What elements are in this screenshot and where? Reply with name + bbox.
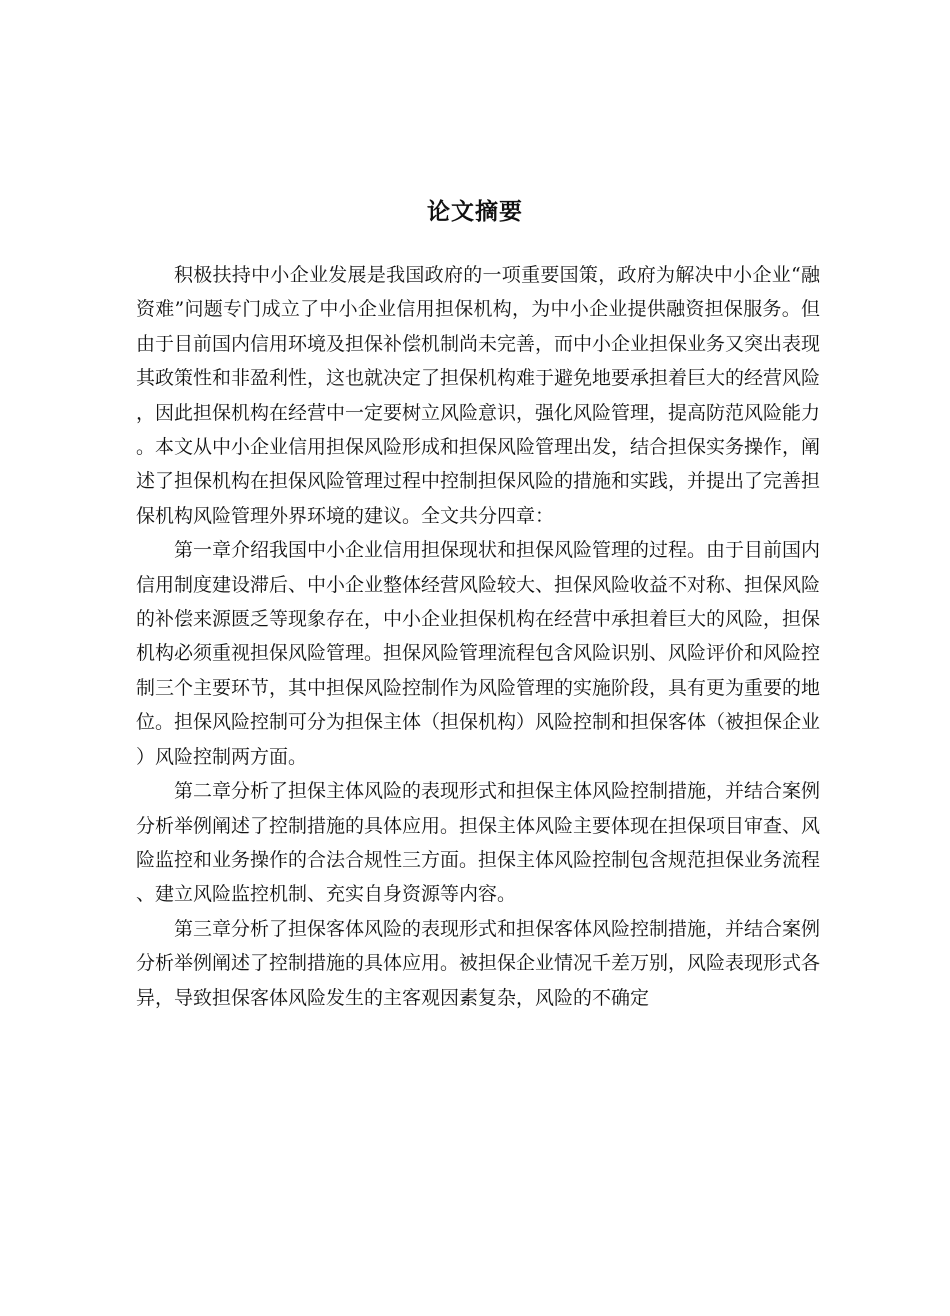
page-title: 论文摘要 [427,199,523,225]
paragraph-chapter-1: 第一章介绍我国中小企业信用担保现状和担保风险管理的过程。由于目前国内信用制度建设滞后、中小企业整体经营风险较大、担保风险收益不对称、担保风险的补偿来源匮乏等现象存在，中小企业担保机构在经营中承担着巨大的风险，担保机构必须重视担保风险管理。担保风险管理流程包含风险识别、风险评价和风险控制三个主要环节，其中担保风险控制作为风险管理的实施阶段，具有更为重要的地位。担保风险控制可分为担保主体（担保机构）风险控制和担保客体（被担保企业）风险控制两方面。 [136,539,821,768]
paragraph-intro: 积极扶持中小企业发展是我国政府的一项重要国策，政府为解决中小企业“融资难”问题专门成立了中小企业信用担保机构，为中小企业提供融资担保服务。但由于目前国内信用环境及担保补偿机制尚未完善，而中小企业担保业务又突出表现其政策性和非盈利性，这也就决定了担保机构难于避免地要承担着巨大的经营风险，因此担保机构在经营中一定要树立风险意识，强化风险管理，提高防范风险能力。本文从中小企业信用担保风险形成和担保风险管理出发，结合担保实务操作，阐述了担保机构在担保风险管理过程中控制担保风险的措施和实践，并提出了完善担保机构风险管理外界环境的建议。全文共分四章： [136,264,821,527]
paragraph-chapter-2: 第二章分析了担保主体风险的表现形式和担保主体风险控制措施，并结合案例分析举例阐述了控制措施的具体应用。担保主体风险主要体现在担保项目审查、风险监控和业务操作的合法合规性三方面。担保主体风险控制包含规范担保业务流程、建立风险监控机制、充实自身资源等内容。 [136,780,821,906]
paragraph-chapter-3: 第三章分析了担保客体风险的表现形式和担保客体风险控制措施，并结合案例分析举例阐述了控制措施的具体应用。被担保企业情况千差万别，风险表现形式各异，导致担保客体风险发生的主客观因素复杂，风险的不确定 [136,917,821,1009]
abstract-body [136,258,820,1015]
